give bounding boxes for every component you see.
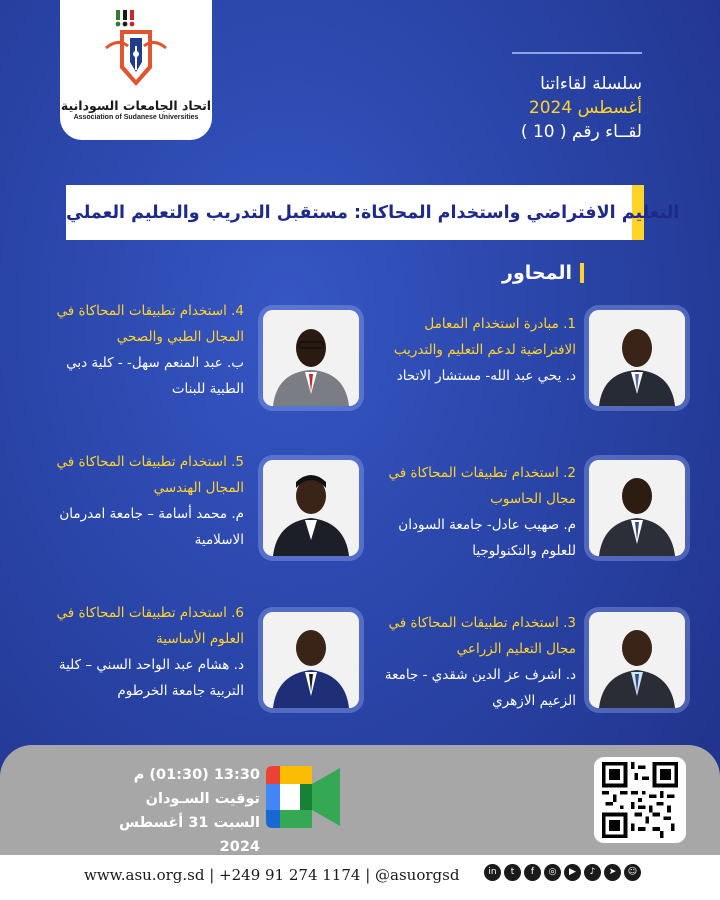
speaker-topic: 5. استخدام تطبيقات المحاكاة في المجال الهندسي [56, 454, 244, 496]
instagram-icon[interactable]: ◎ [544, 864, 561, 881]
speaker-photo [589, 310, 685, 406]
axes-heading [502, 262, 584, 284]
youtube-icon[interactable]: ▶ [564, 864, 581, 881]
speaker-photo [263, 612, 359, 708]
speaker-name: د. هشام عبد الواحد السني – كلية التربية جامعة الخرطوم [58, 657, 244, 699]
speaker-topic: 6. استخدام تطبيقات المحاكاة في العلوم الأساسية [56, 605, 244, 647]
logo-name-en: Association of Sudanese Universities [73, 114, 199, 121]
google-meet-icon [262, 762, 346, 832]
topic-title: التعليم الافتراضي واستخدام المحاكاة: مستقبل التدريب والتعليم العملي [66, 202, 680, 223]
telegram-icon[interactable]: ➤ [604, 864, 621, 881]
speaker-topic: 3. استخدام تطبيقات المحاكاة في مجال التعليم الزراعي [388, 615, 576, 657]
speaker-name: م. محمد أسامة – جامعة امدرمان الاسلامية [59, 506, 244, 548]
speaker-card [34, 600, 244, 704]
speaker-name: د. يحي عبد الله- مستشار الاتحاد [396, 368, 576, 384]
event-time-zone: توقيت السـودان [145, 791, 260, 807]
speaker-card [34, 298, 244, 402]
axes-heading-label: المحاور [502, 262, 572, 284]
speaker-photo [589, 612, 685, 708]
event-time-value: 13:30 (01:30) م [133, 767, 260, 783]
qr-code[interactable] [594, 757, 686, 843]
series-date: أغسطس 2024 [528, 98, 642, 118]
topic-banner [66, 185, 680, 240]
university-association-logo [98, 8, 174, 98]
series-info [502, 52, 642, 144]
event-date: السبت 31 أغسطس 2024 [119, 815, 260, 855]
contact-info: www.asu.org.sd | +249 91 274 1174 | @asuorgsd [84, 866, 460, 884]
facebook-icon[interactable]: f [524, 864, 541, 881]
heading-marker [580, 263, 584, 283]
speaker-topic: 4. استخدام تطبيقات المحاكاة في المجال الطبي والصحي [56, 303, 244, 345]
logo-card [60, 0, 212, 140]
speaker-card [366, 460, 576, 564]
snapchat-icon[interactable]: ☺ [624, 864, 641, 881]
speaker-photo [263, 310, 359, 406]
logo-name-ar: اتحاد الجامعات السودانية [60, 98, 212, 113]
meeting-number: لقــاء رقم ( 10 ) [520, 122, 642, 142]
speaker-card [34, 449, 244, 553]
linkedin-icon[interactable]: in [484, 864, 501, 881]
series-title: سلسلة لقاءاتنا [540, 74, 642, 94]
social-icons [484, 864, 641, 881]
twitter-icon[interactable]: t [504, 864, 521, 881]
speaker-card [366, 610, 576, 714]
speaker-photo [263, 460, 359, 556]
speaker-name: م. صهيب عادل- جامعة السودان للعلوم والتكنولوجيا [398, 517, 576, 559]
speaker-card [366, 311, 576, 389]
speaker-topic: 2. استخدام تطبيقات المحاكاة في مجال الحاسوب [388, 465, 576, 507]
speaker-name: د. اشرف عز الدين شقدي - جامعة الزعيم الازهري [384, 667, 576, 709]
tiktok-icon[interactable]: ♪ [584, 864, 601, 881]
speaker-topic: 1. مبادرة استخدام المعامل الافتراضية لدعم التعليم والتدريب [393, 316, 576, 358]
event-time [80, 763, 260, 859]
speaker-photo [589, 460, 685, 556]
speaker-name: ب. عبد المنعم سهل- - كلية دبي الطبية للبنات [66, 355, 244, 397]
divider [512, 52, 642, 54]
